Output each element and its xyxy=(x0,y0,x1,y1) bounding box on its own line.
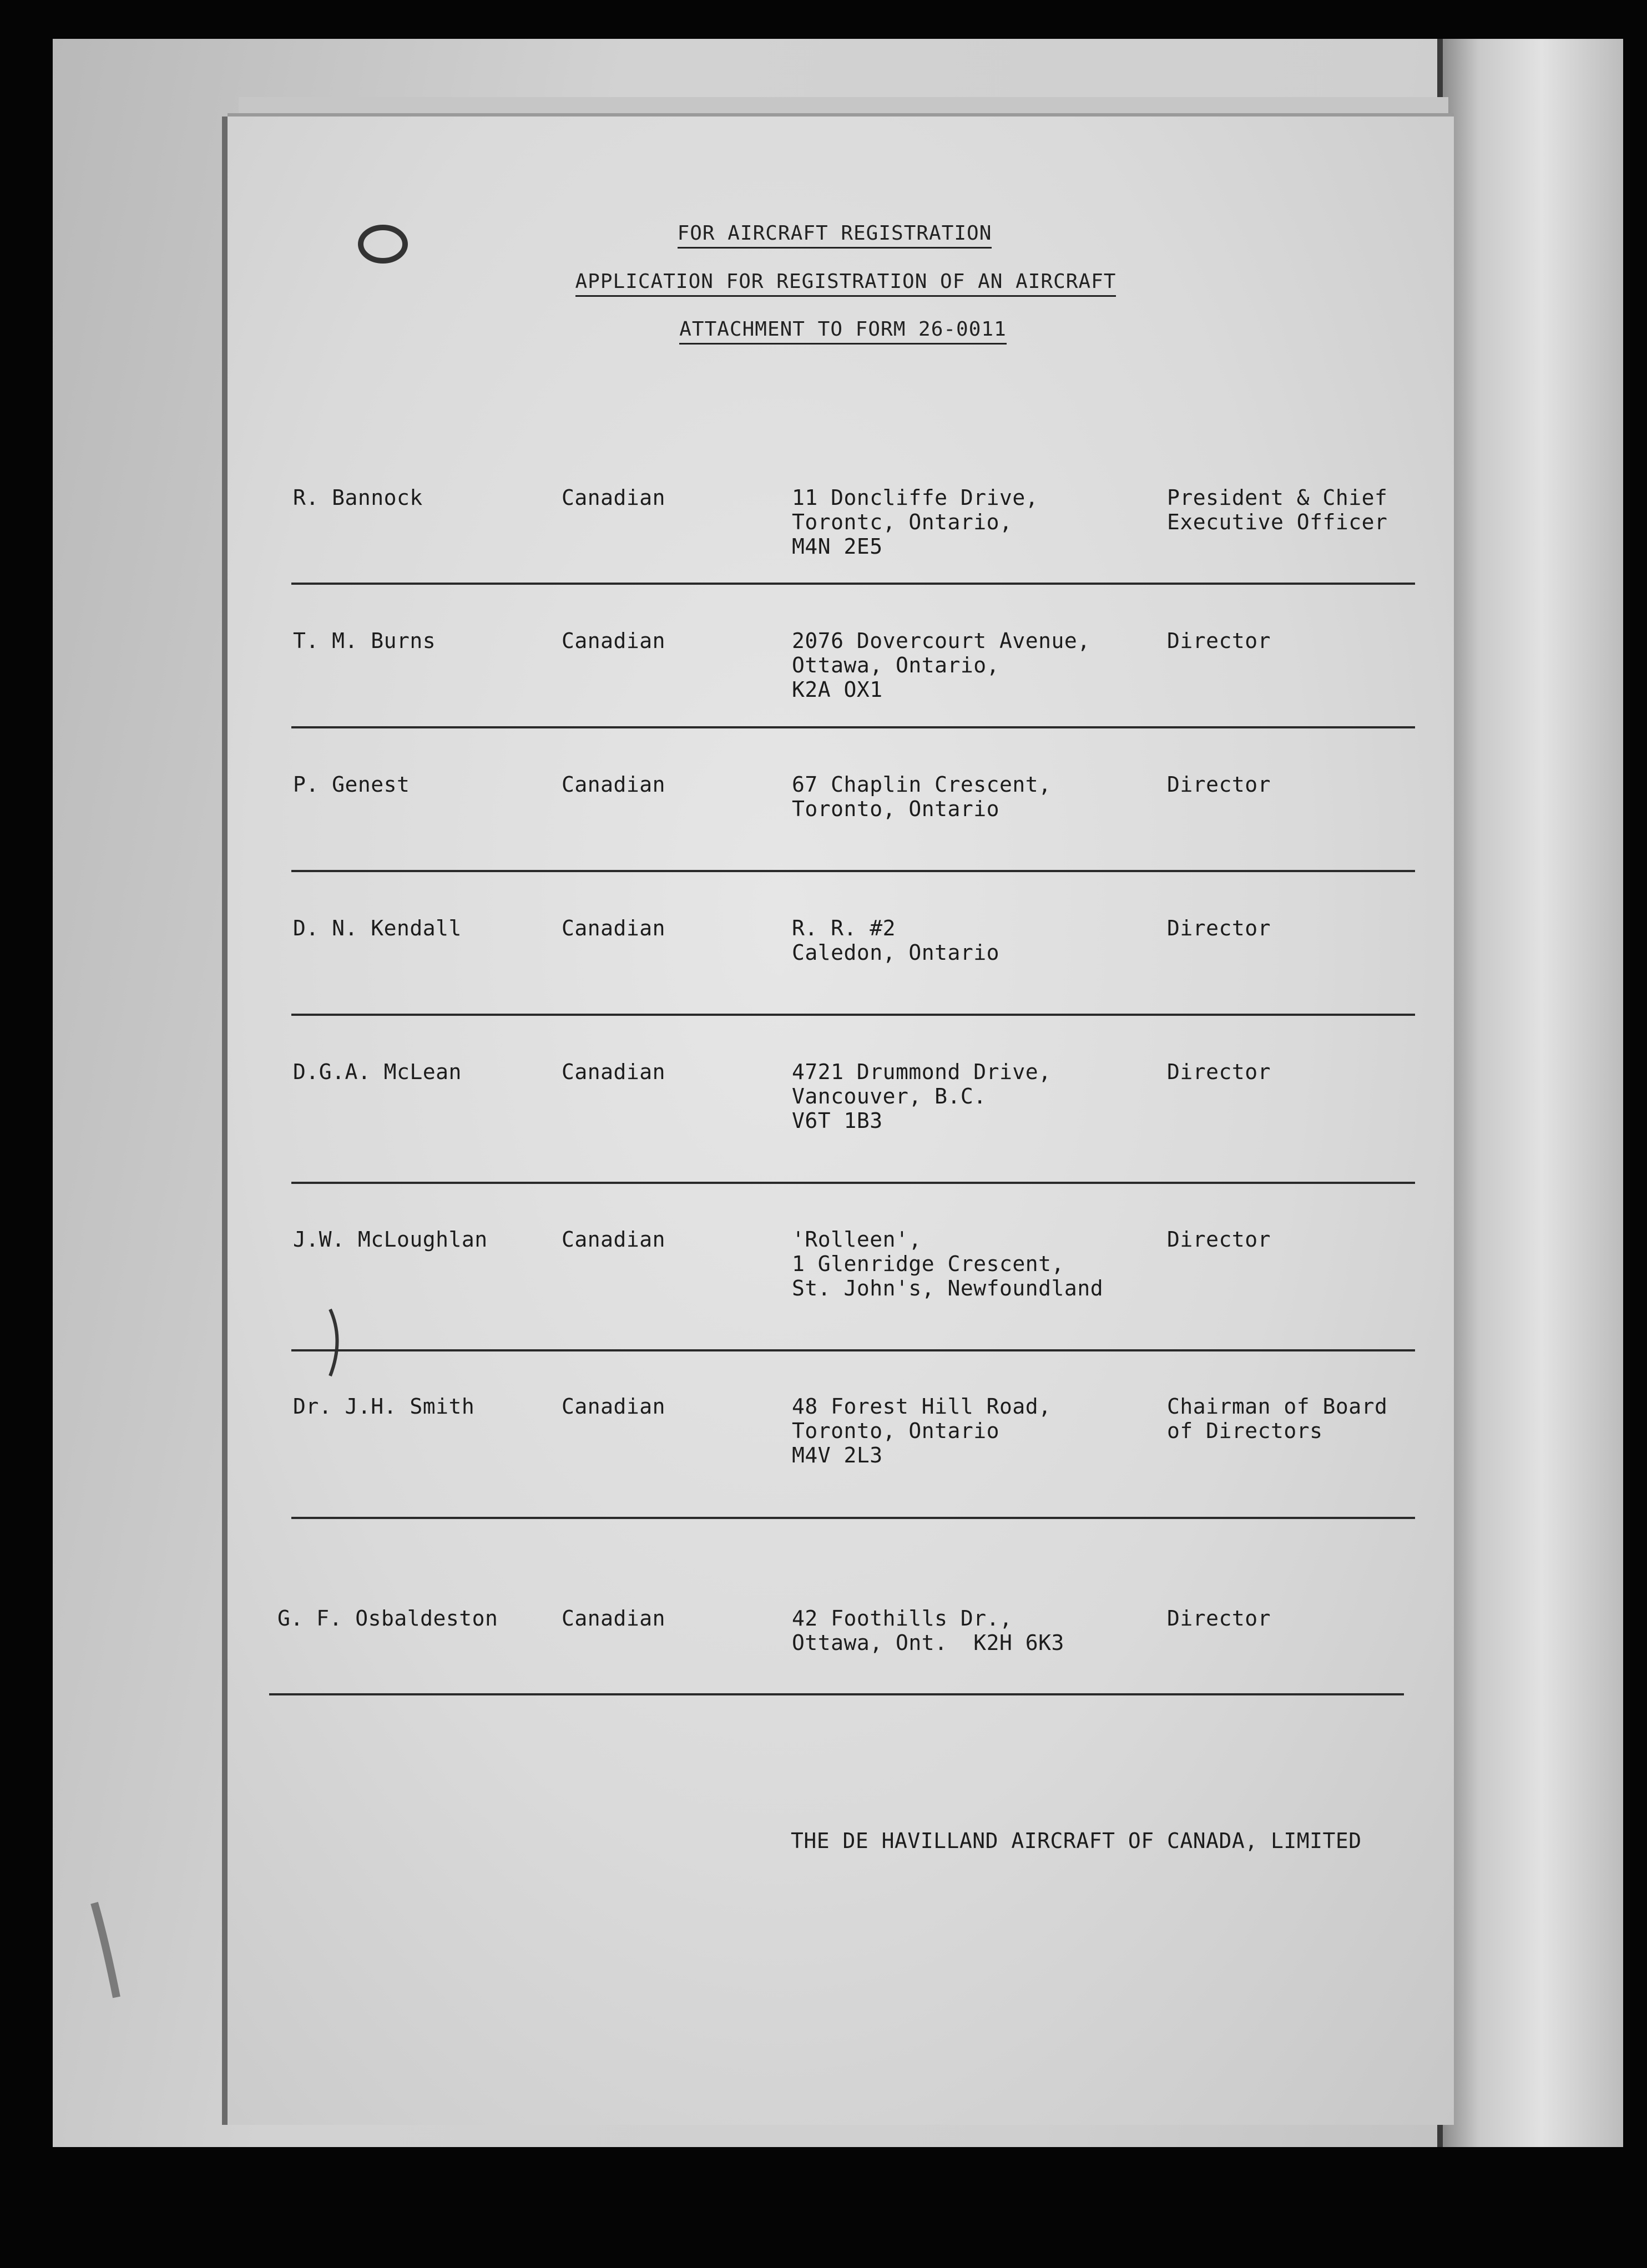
position-title: Director xyxy=(1167,629,1271,653)
director-name: T. M. Burns xyxy=(293,629,436,653)
director-name: J.W. McLoughlan xyxy=(293,1227,488,1252)
address-line: St. John's, Newfoundland xyxy=(792,1276,1104,1300)
address-line: 2076 Dovercourt Avenue, xyxy=(792,629,1090,653)
nationality: Canadian xyxy=(562,772,666,797)
director-name: D. N. Kendall xyxy=(293,916,462,940)
position-title: Director xyxy=(1167,772,1271,797)
address-line: 42 Foothills Dr., xyxy=(792,1606,1013,1631)
director-name: G. F. Osbaldeston xyxy=(277,1606,498,1631)
position-title: Director xyxy=(1167,916,1271,940)
position-title: President & Chief xyxy=(1167,485,1388,510)
address-line: 1 Glenridge Crescent, xyxy=(792,1252,1064,1276)
heading-attachment: ATTACHMENT TO FORM 26-0011 xyxy=(0,318,1647,341)
company-signature: THE DE HAVILLAND AIRCRAFT OF CANADA, LIMITED xyxy=(791,1829,1362,1853)
row-divider xyxy=(269,1693,1404,1695)
address-line: 48 Forest Hill Road, xyxy=(792,1394,1052,1419)
position-title: Chairman of Board xyxy=(1167,1394,1388,1419)
row-divider xyxy=(291,726,1415,728)
nationality: Canadian xyxy=(562,1606,666,1631)
nationality: Canadian xyxy=(562,1060,666,1084)
nationality: Canadian xyxy=(562,1227,666,1252)
position-title: Executive Officer xyxy=(1167,510,1388,534)
address-line: Ottawa, Ont. K2H 6K3 xyxy=(792,1631,1064,1655)
nationality: Canadian xyxy=(562,916,666,940)
heading-registration: FOR AIRCRAFT REGISTRATION xyxy=(0,222,1647,245)
address-line: Ottawa, Ontario, xyxy=(792,653,1000,677)
address-line: 4721 Drummond Drive, xyxy=(792,1060,1052,1084)
director-name: D.G.A. McLean xyxy=(293,1060,462,1084)
margin-stain xyxy=(83,1897,133,2008)
margin-bracket-mark xyxy=(325,1307,347,1379)
address-line: R. R. #2 xyxy=(792,916,896,940)
position-title: Director xyxy=(1167,1060,1271,1084)
address-line: Vancouver, B.C. xyxy=(792,1084,987,1108)
address-line: Torontc, Ontario, xyxy=(792,510,1013,534)
heading-application: APPLICATION FOR REGISTRATION OF AN AIRCRAFT xyxy=(0,270,1647,293)
address-line: V6T 1B3 xyxy=(792,1108,883,1133)
address-line: 'Rolleen', xyxy=(792,1227,922,1252)
row-divider xyxy=(291,1517,1415,1519)
row-divider xyxy=(291,1182,1415,1184)
address-line: K2A OX1 xyxy=(792,677,883,702)
address-line: Toronto, Ontario xyxy=(792,797,1000,821)
row-divider xyxy=(291,583,1415,585)
row-divider xyxy=(291,1349,1415,1351)
address-line: Toronto, Ontario xyxy=(792,1419,1000,1443)
position-title: Director xyxy=(1167,1227,1271,1252)
row-divider xyxy=(291,870,1415,872)
nationality: Canadian xyxy=(562,629,666,653)
director-name: P. Genest xyxy=(293,772,410,797)
nationality: Canadian xyxy=(562,1394,666,1419)
row-divider xyxy=(291,1014,1415,1016)
address-line: 67 Chaplin Crescent, xyxy=(792,772,1052,797)
address-line: M4N 2E5 xyxy=(792,534,883,559)
position-title: Director xyxy=(1167,1606,1271,1631)
address-line: 11 Doncliffe Drive, xyxy=(792,485,1039,510)
address-line: Caledon, Ontario xyxy=(792,940,1000,965)
position-title: of Directors xyxy=(1167,1419,1323,1443)
director-name: R. Bannock xyxy=(293,485,423,510)
director-name: Dr. J.H. Smith xyxy=(293,1394,475,1419)
nationality: Canadian xyxy=(562,485,666,510)
address-line: M4V 2L3 xyxy=(792,1443,883,1467)
binding-strip xyxy=(1437,39,1623,2147)
